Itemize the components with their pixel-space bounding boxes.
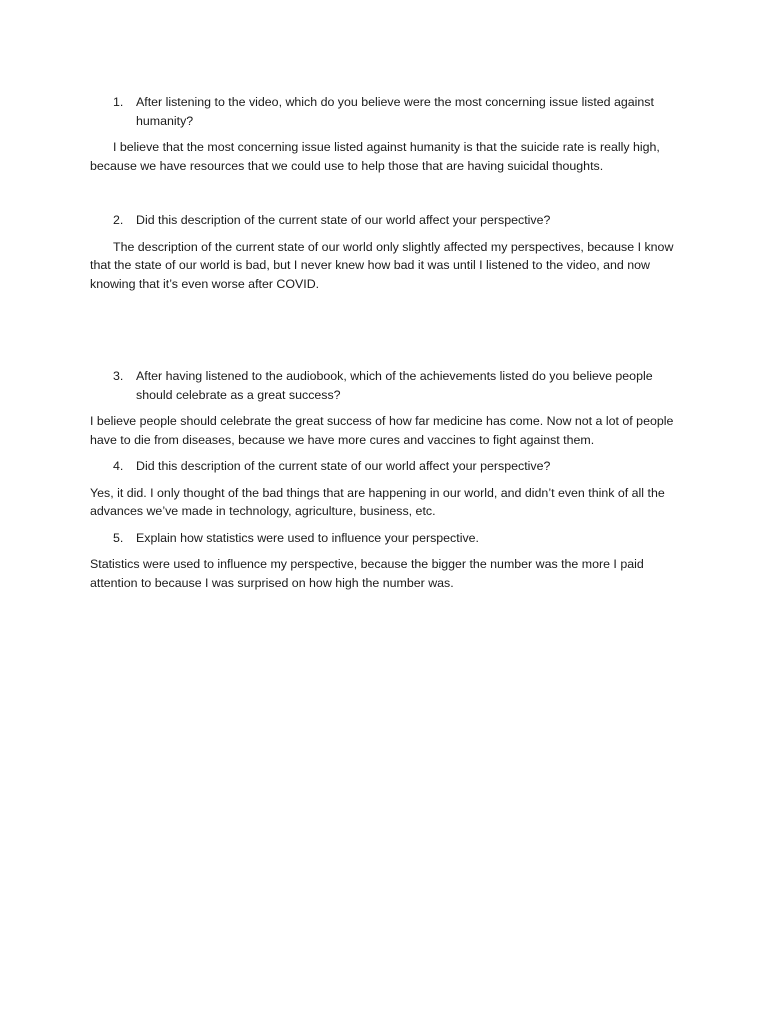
question-4 bbox=[90, 457, 680, 476]
answer-1: I believe that the most concerning issue listed against humanity is that the suicide rate is really high, because we have resources that we could use to help those that are having suicidal thoughts. bbox=[90, 140, 660, 173]
question-1 bbox=[90, 93, 680, 130]
spacer bbox=[90, 183, 680, 211]
question-number: 4. bbox=[113, 459, 124, 473]
spacer bbox=[90, 301, 680, 367]
answer-4: Yes, it did. I only thought of the bad things that are happening in our world, and didn’t even think of all the advances we’ve made in technology, agriculture, business, etc. bbox=[90, 485, 665, 518]
question-text: After having listened to the audiobook, which of the achievements listed do you believe people should celebrate as a great success? bbox=[136, 369, 653, 402]
question-text: Explain how statistics were used to influence your perspective. bbox=[136, 530, 479, 545]
question-number: 2. bbox=[113, 213, 124, 227]
question-number: 5. bbox=[113, 530, 124, 545]
question-number: 1. bbox=[113, 95, 124, 109]
answer-3: I believe people should celebrate the great success of how far medicine has come. Now not a lot of people have to die from diseases, because we have more cures and vaccines to fight against them. bbox=[90, 414, 674, 447]
question-text: After listening to the video, which do you believe were the most concerning issue listed against humanity? bbox=[136, 95, 654, 128]
question-number: 3. bbox=[113, 369, 124, 383]
question-2 bbox=[90, 211, 680, 230]
question-text: Did this description of the current state of our world affect your perspective? bbox=[136, 213, 551, 227]
document-body bbox=[90, 93, 680, 600]
answer-5: Statistics were used to influence my perspective, because the bigger the number was the more I paid attention to because I was surprised on how high the number was. bbox=[90, 557, 644, 590]
question-5 bbox=[90, 529, 680, 548]
question-text: Did this description of the current state of our world affect your perspective? bbox=[136, 459, 551, 473]
question-3 bbox=[90, 367, 680, 404]
answer-2: The description of the current state of our world only slightly affected my perspectives, because I know that the state of our world is bad, but I never knew how bad it was until I listened to the video, and now knowing that it’s even worse after COVID. bbox=[90, 239, 674, 291]
